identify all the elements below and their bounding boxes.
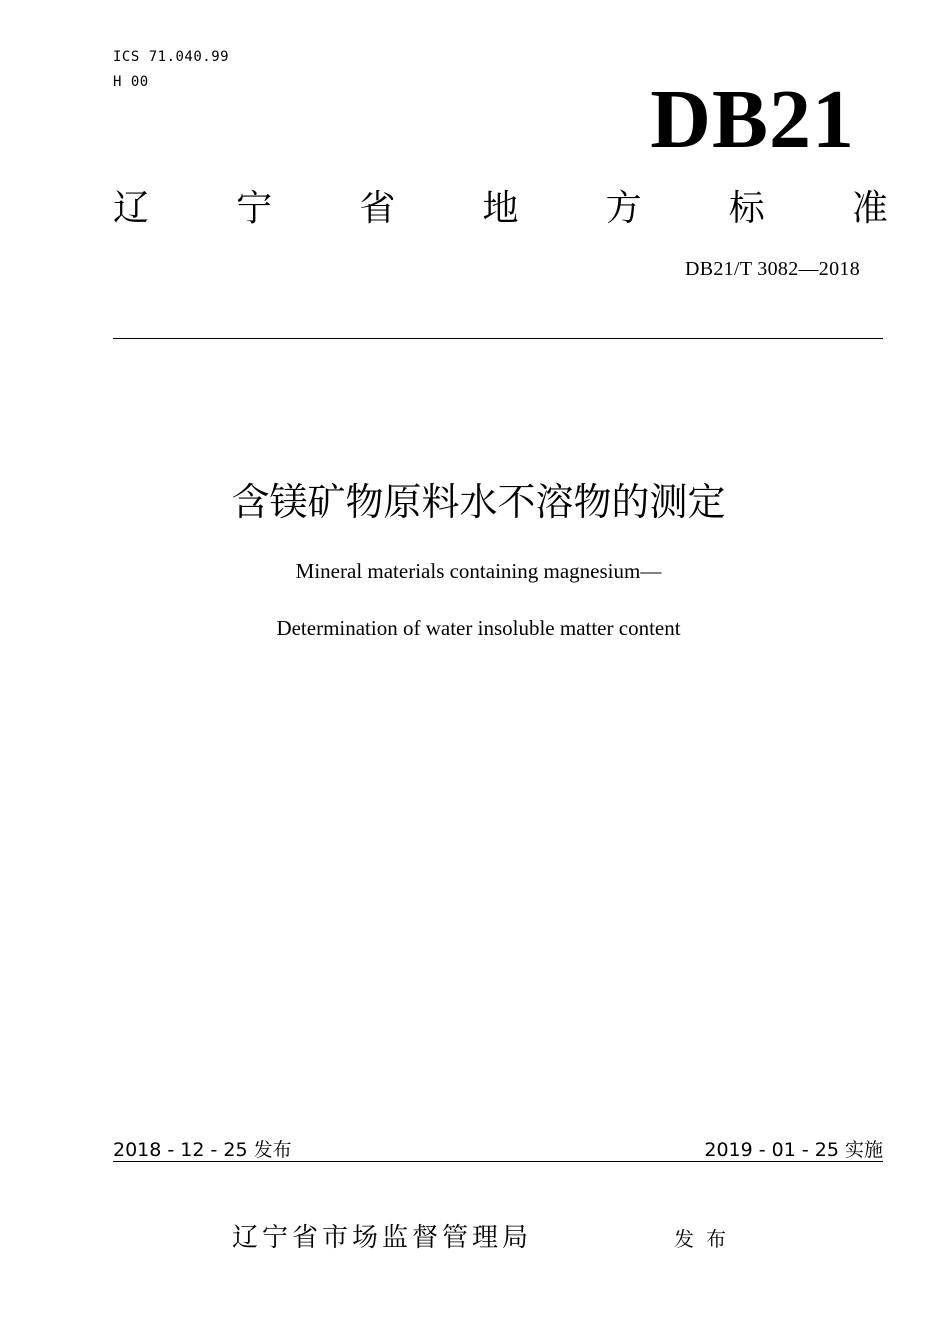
standard-type-char: 准 [851, 188, 888, 229]
ics-code: ICS 71.040.99 [113, 49, 230, 65]
footer-divider [113, 1161, 883, 1162]
implementation-date: 2019 - 01 - 25 实施 [704, 1139, 883, 1161]
classification-code: H 00 [113, 74, 149, 90]
standard-type-heading [113, 186, 888, 232]
standard-type-char: 地 [482, 188, 519, 229]
standard-type-char: 宁 [236, 188, 273, 229]
standard-type-char: 辽 [113, 188, 150, 229]
publish-label: 发布 [674, 1227, 738, 1251]
document-title-chinese: 含镁矿物原料水不溶物的测定 [231, 480, 726, 524]
issue-date: 2018 - 12 - 25 发布 [113, 1139, 292, 1161]
document-title-english-line1: Mineral materials containing magnesium— [295, 559, 662, 583]
document-title-english-line2: Determination of water insoluble matter content [276, 616, 681, 640]
standard-type-char: 省 [359, 188, 396, 229]
standard-type-char: 标 [728, 188, 765, 229]
publisher-name: 辽宁省市场监督管理局 [232, 1223, 533, 1253]
db21-logo: DB21 [650, 73, 855, 166]
standard-number: DB21/T 3082—2018 [685, 258, 860, 280]
header-divider [113, 338, 883, 339]
standard-type-char: 方 [605, 188, 642, 229]
